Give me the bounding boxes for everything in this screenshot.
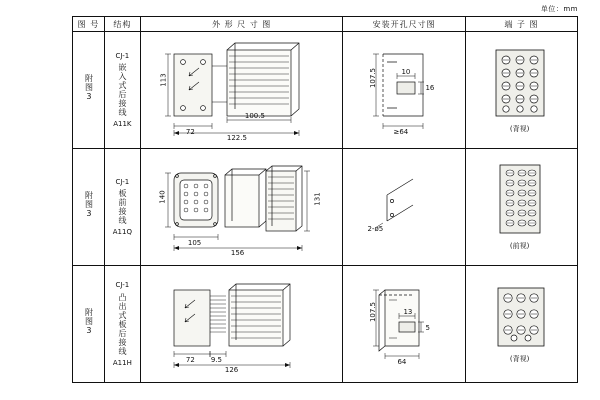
row3-terminal-drawing bbox=[465, 266, 577, 383]
row1-hole-dim-16: 16 bbox=[425, 84, 435, 92]
row1-dim-100: 100.5 bbox=[244, 112, 265, 120]
unit-note: 单位：mm bbox=[540, 5, 578, 13]
row3-structure-text: 凸出式板后接线 bbox=[117, 292, 127, 356]
row3-hole-dim-64: 64 bbox=[397, 358, 407, 366]
row1-dim-122: 122.5 bbox=[226, 134, 247, 142]
row1-outline-svg bbox=[141, 32, 337, 148]
row1-structure-code2: A11K bbox=[113, 120, 132, 128]
row2-dim-131: 131 bbox=[313, 192, 322, 206]
row2-dim-140: 140 bbox=[158, 190, 167, 204]
row2-structure bbox=[104, 149, 140, 266]
row1-dim-113: 113 bbox=[159, 73, 168, 87]
row2-outline-svg bbox=[141, 149, 337, 265]
row1-terminal-view-label: (背视) bbox=[509, 125, 530, 133]
row2-outline-drawing bbox=[140, 149, 343, 266]
row1-structure bbox=[104, 32, 140, 149]
row2-structure-code: CJ-1 bbox=[115, 177, 130, 186]
table-row bbox=[73, 32, 578, 149]
row3-figure-no bbox=[73, 266, 105, 383]
col-header-holes: 安装开孔尺寸图 bbox=[343, 17, 465, 32]
row2-hole-dim-2x5: 2-ø5 bbox=[367, 225, 384, 233]
row2-hole-drawing bbox=[343, 149, 465, 266]
col-header-outline: 外 形 尺 寸 图 bbox=[140, 17, 343, 32]
row1-terminal-drawing bbox=[465, 32, 577, 149]
row1-dim-72: 72 bbox=[185, 128, 195, 136]
row3-hole-dim-1075: 107.5 bbox=[369, 301, 378, 323]
row3-terminal-view-label: (背视) bbox=[509, 355, 530, 363]
row3-dim-95: 9.5 bbox=[210, 356, 222, 364]
col-header-structure: 结构 bbox=[104, 17, 140, 32]
table-row bbox=[73, 149, 578, 266]
row1-hole-dim-1075: 107.5 bbox=[369, 67, 378, 89]
row2-hole-svg bbox=[343, 149, 461, 265]
row1-structure-code: CJ-1 bbox=[115, 51, 130, 60]
row2-dim-156: 156 bbox=[230, 249, 245, 257]
row3-hole-dim-5: 5 bbox=[425, 324, 430, 332]
row1-hole-dim-64: ≥64 bbox=[393, 128, 409, 136]
row3-terminal-svg bbox=[466, 266, 574, 382]
row3-structure-code: CJ-1 bbox=[115, 281, 130, 290]
row1-figure-no bbox=[73, 32, 105, 149]
row3-dim-126: 126 bbox=[224, 366, 239, 374]
row1-figure-no-label: 附图3 bbox=[84, 74, 94, 102]
row3-structure bbox=[104, 266, 140, 383]
row2-figure-no bbox=[73, 149, 105, 266]
row3-hole-dim-13: 13 bbox=[403, 308, 413, 316]
row3-outline-svg bbox=[141, 266, 337, 382]
row2-dim-105: 105 bbox=[187, 239, 202, 247]
row3-hole-drawing bbox=[343, 266, 465, 383]
table-header-row bbox=[73, 17, 578, 32]
row1-hole-drawing bbox=[343, 32, 465, 149]
row2-terminal-drawing bbox=[465, 149, 577, 266]
row2-structure-text: 板前接线 bbox=[117, 189, 127, 225]
row3-figure-no-label: 附图3 bbox=[84, 308, 94, 336]
row1-outline-drawing bbox=[140, 32, 343, 149]
row2-structure-code2: A11Q bbox=[112, 228, 132, 236]
table-row bbox=[73, 266, 578, 383]
row1-structure-text: 嵌入式后接线 bbox=[117, 63, 127, 117]
row2-figure-no-label: 附图3 bbox=[84, 191, 94, 219]
col-header-no: 图 号 bbox=[73, 17, 105, 32]
row1-hole-dim-10: 10 bbox=[401, 68, 411, 76]
spec-table bbox=[72, 16, 578, 383]
row3-structure-code2: A11H bbox=[112, 358, 132, 367]
col-header-terminal: 端 子 图 bbox=[465, 17, 577, 32]
row3-dim-72: 72 bbox=[185, 356, 195, 364]
row3-outline-drawing bbox=[140, 266, 343, 383]
row2-terminal-view-label: (前视) bbox=[509, 242, 530, 250]
